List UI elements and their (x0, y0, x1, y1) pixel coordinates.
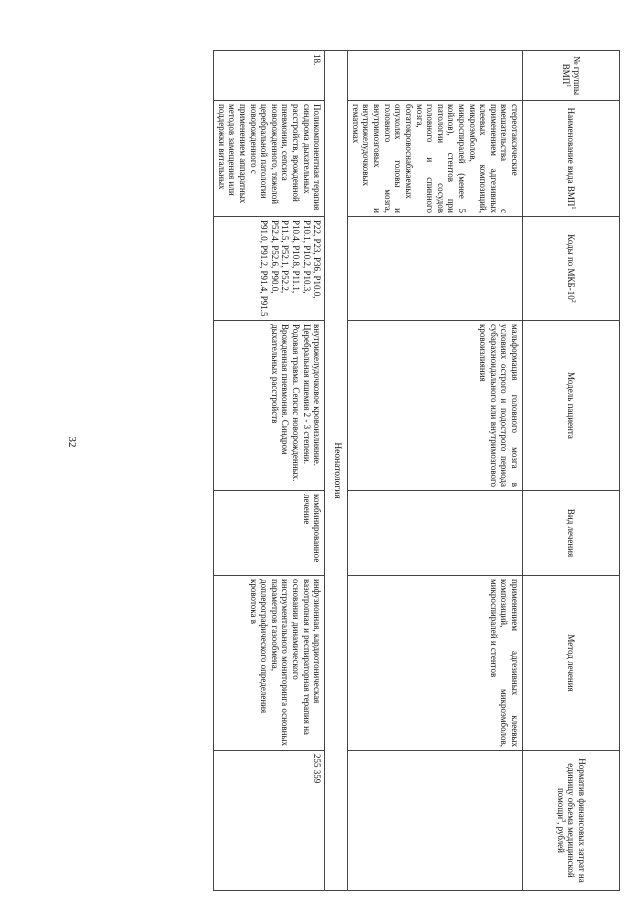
cell-finance-norm (348, 751, 523, 891)
cell-vmp-name: стереотаксические вмешательства с применением адгезивных клеевых композиций, микроэмболов, микроспиралей (менее 5 койлов), стентов при патологии сосудов головного и спинного мозга, богатокровоснабжаемых опухолях головы и головного мозга, внутримозговых и внутрижелудочковых гематомах (348, 101, 523, 217)
cell-treatment-type: комбинированное лечение (214, 491, 325, 576)
cell-icd-codes: P22, P23, P36, P10.0, P10.1, P10.2, P10.3, P10.4, P10.8, P11.1, P11.5, P52.1, P52.2, P52.4, P52.6, P90.0, P91.0, P91.2, P91.4, P91.5 (214, 217, 325, 321)
document-table-rotated (160, 50, 620, 890)
cell-group-no (348, 51, 523, 101)
cell-treatment-type (348, 491, 523, 576)
section-title: Неонатология (325, 51, 348, 891)
header-patient-model: Модель пациента (523, 321, 620, 491)
section-row (325, 51, 348, 891)
vmp-table (213, 50, 620, 891)
header-treatment-method: Метод лечения (523, 576, 620, 751)
cell-patient-model: внутрижелудочковое кровоизлияние. Церебральная ишемия 2 - 3 степени. Родовая травма. Сепсис новорожденных. Врожденная пневмония. Синдром дыхательных расстройств (214, 321, 325, 491)
header-finance-norm: Норматив финансовых затрат на единицу объема медицинской помощи$^3$, рублей (523, 751, 620, 891)
cell-treatment-method: инфузионная, кардиотоническая вазотропная и респираторная терапия на основании динамического инструментального мониторинга основных параметров газообмена, доплерографического определения кровотока в (214, 576, 325, 751)
header-treatment-type: Вид лечения (523, 491, 620, 576)
cell-patient-model: мальформация головного мозга в условиях острого и подострого периода субарахноидального или внутримозгового кровоизлияния (348, 321, 523, 491)
cell-group-no: 18. (214, 51, 325, 101)
page-number: 32 (66, 436, 78, 448)
cell-vmp-name: Поликомпонентная терапия синдрома дыхательных расстройств, врожденной пневмонии, сепсиса новорожденного, тяжелой церебральной патологии новорожденного с применением аппаратных методов замещения или поддержки витальных (214, 101, 325, 217)
table-row-continuation (348, 51, 523, 891)
cell-treatment-method: применением адгезивных клеевых композиций, микроэмболов, микроспиралей и стентов (348, 576, 523, 751)
cell-icd-codes (348, 217, 523, 321)
header-group-no: № группы ВМП$^1$ (523, 51, 620, 101)
header-vmp-name: Наименование вида ВМП$^1$ (523, 101, 620, 217)
header-icd-codes: Коды по МКБ-$10^2$ (523, 217, 620, 321)
cell-finance-norm: 255 359 (214, 751, 325, 891)
table-row-18 (214, 51, 325, 891)
header-row (523, 51, 620, 891)
